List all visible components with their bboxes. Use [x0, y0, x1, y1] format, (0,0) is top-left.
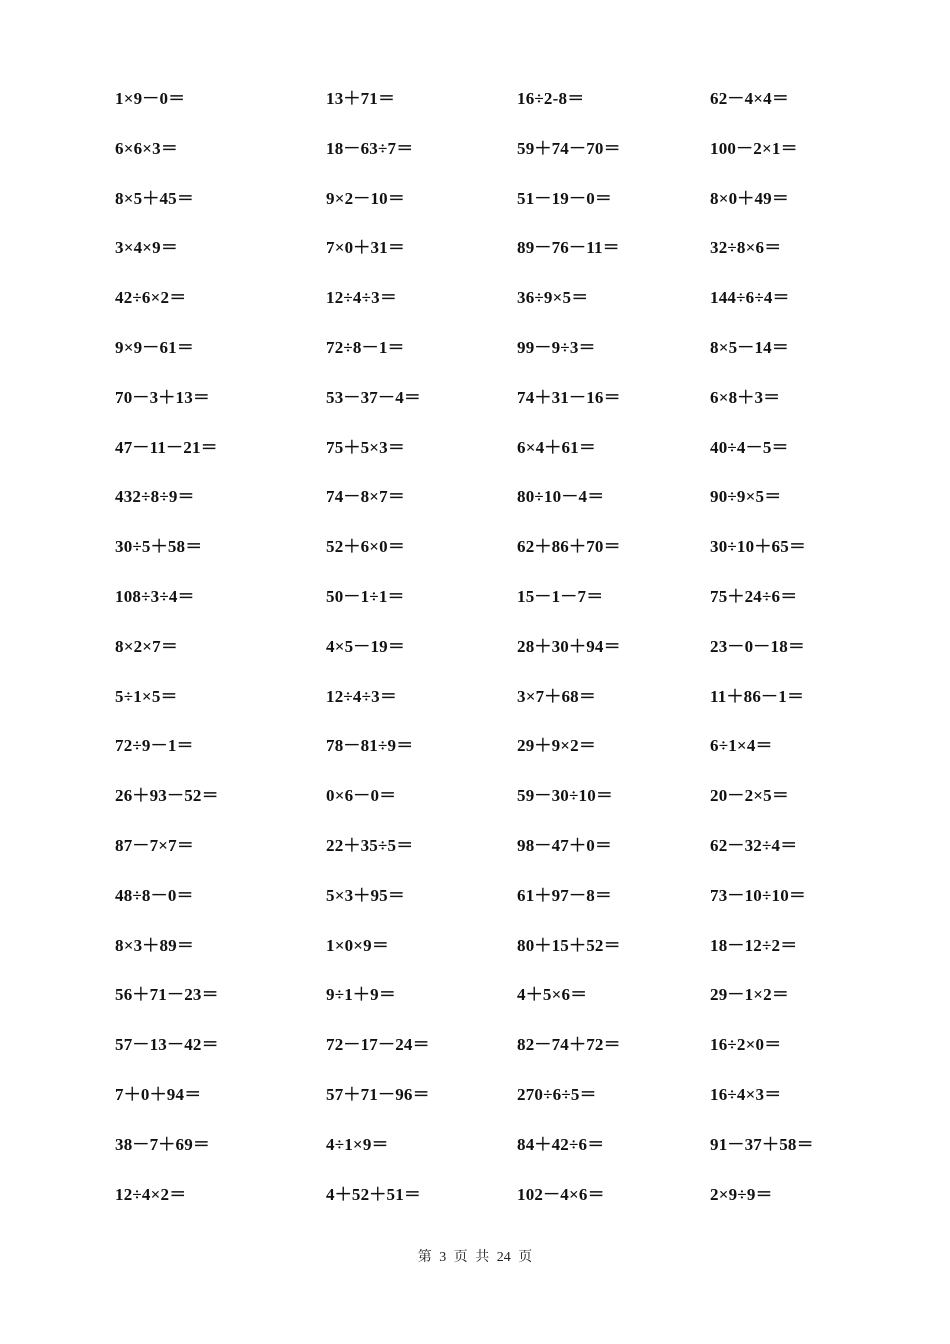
- arithmetic-problem: 48÷8－0＝: [115, 885, 194, 905]
- arithmetic-problem: 6×4＋61＝: [517, 437, 597, 457]
- arithmetic-problem: 47－11－21＝: [115, 437, 218, 457]
- problem-row: [0, 1180, 950, 1210]
- problem-row: [0, 781, 950, 811]
- arithmetic-problem: 30÷5＋58＝: [115, 537, 203, 557]
- arithmetic-problem: 75＋5×3＝: [326, 437, 406, 457]
- problem-row: [0, 184, 950, 214]
- problem-row: [0, 84, 950, 114]
- problem-row: [0, 931, 950, 961]
- problem-row: [0, 682, 950, 712]
- arithmetic-problem: 82－74＋72＝: [517, 1035, 621, 1055]
- arithmetic-problem: 2×9÷9＝: [710, 1184, 773, 1204]
- arithmetic-problem: 8×0＋49＝: [710, 188, 790, 208]
- arithmetic-problem: 16÷2-8＝: [517, 89, 585, 108]
- arithmetic-problem: 144÷6÷4＝: [710, 288, 790, 308]
- arithmetic-problem: 8×3＋89＝: [115, 935, 195, 955]
- arithmetic-problem: 13＋71＝: [326, 89, 396, 108]
- arithmetic-problem: 7×0＋31＝: [326, 238, 406, 258]
- arithmetic-problem: 29－1×2＝: [710, 985, 790, 1005]
- arithmetic-problem: 4×5－19＝: [326, 636, 406, 656]
- arithmetic-problem: 84＋42÷6＝: [517, 1134, 605, 1154]
- arithmetic-problem: 4＋52＋51＝: [326, 1184, 422, 1204]
- arithmetic-problem: 1×9－0＝: [115, 89, 186, 108]
- arithmetic-problem: 91－37＋58＝: [710, 1134, 814, 1154]
- problem-row: [0, 333, 950, 363]
- arithmetic-problem: 73－10÷10＝: [710, 885, 807, 905]
- arithmetic-problem: 1×0×9＝: [326, 935, 390, 955]
- arithmetic-problem: 75＋24÷6＝: [710, 587, 798, 606]
- arithmetic-problem: 57－13－42＝: [115, 1035, 219, 1055]
- arithmetic-problem: 26＋93－52＝: [115, 786, 219, 806]
- arithmetic-problem: 6×8＋3＝: [710, 387, 781, 407]
- arithmetic-problem: 7＋0＋94＝: [115, 1085, 202, 1104]
- arithmetic-problem: 99－9÷3＝: [517, 338, 596, 357]
- arithmetic-problem: 42÷6×2＝: [115, 288, 187, 308]
- arithmetic-problem: 70－3＋13＝: [115, 387, 211, 407]
- arithmetic-problem: 8×5－14＝: [710, 338, 790, 357]
- arithmetic-problem: 22＋35÷5＝: [326, 836, 414, 855]
- arithmetic-problem: 15－1－7＝: [517, 587, 604, 606]
- arithmetic-problem: 62＋86＋70＝: [517, 537, 621, 557]
- arithmetic-problem: 89－76－11＝: [517, 238, 620, 258]
- arithmetic-problem: 3×4×9＝: [115, 238, 179, 258]
- problem-row: [0, 482, 950, 512]
- arithmetic-problem: 53－37－4＝: [326, 387, 422, 407]
- arithmetic-problem: 56＋71－23＝: [115, 985, 219, 1005]
- problem-row: [0, 532, 950, 562]
- arithmetic-problem: 62－4×4＝: [710, 89, 790, 108]
- arithmetic-problem: 32÷8×6＝: [710, 238, 782, 258]
- arithmetic-problem: 74－8×7＝: [326, 487, 406, 507]
- arithmetic-problem: 4÷1×9＝: [326, 1134, 389, 1154]
- arithmetic-problem: 18－12÷2＝: [710, 935, 798, 955]
- arithmetic-problem: 11＋86－1＝: [710, 686, 805, 706]
- arithmetic-problem: 36÷9×5＝: [517, 288, 589, 308]
- arithmetic-problem: 9×2－10＝: [326, 188, 406, 208]
- arithmetic-problem: 108÷3÷4＝: [115, 587, 195, 606]
- arithmetic-problem: 9×9－61＝: [115, 338, 195, 357]
- arithmetic-problem: 51－19－0＝: [517, 188, 613, 208]
- arithmetic-problem: 74＋31－16＝: [517, 387, 621, 407]
- problem-row: [0, 1080, 950, 1110]
- arithmetic-problem: 78－81÷9＝: [326, 736, 414, 756]
- arithmetic-problem: 72－17－24＝: [326, 1035, 430, 1055]
- arithmetic-problem: 5÷1×5＝: [115, 686, 178, 706]
- arithmetic-problem: 52＋6×0＝: [326, 537, 406, 557]
- arithmetic-problem: 87－7×7＝: [115, 836, 195, 855]
- problem-row: [0, 731, 950, 761]
- arithmetic-problem: 38－7＋69＝: [115, 1134, 211, 1154]
- arithmetic-problem: 30÷10＋65＝: [710, 537, 807, 557]
- arithmetic-problem: 90÷9×5＝: [710, 487, 782, 507]
- arithmetic-problem: 80÷10－4＝: [517, 487, 605, 507]
- arithmetic-problem: 6×6×3＝: [115, 138, 179, 158]
- arithmetic-problem: 8×5＋45＝: [115, 188, 195, 208]
- arithmetic-problem: 16÷4×3＝: [710, 1085, 782, 1104]
- problem-row: [0, 134, 950, 164]
- problem-row: [0, 980, 950, 1010]
- arithmetic-problem: 102－4×6＝: [517, 1184, 605, 1204]
- arithmetic-problem: 6÷1×4＝: [710, 736, 773, 756]
- arithmetic-problem: 3×7＋68＝: [517, 686, 597, 706]
- problem-row: [0, 632, 950, 662]
- arithmetic-problem: 4＋5×6＝: [517, 985, 588, 1005]
- problem-row: [0, 831, 950, 861]
- problem-row: [0, 233, 950, 263]
- arithmetic-problem: 12÷4÷3＝: [326, 288, 398, 308]
- arithmetic-problem: 270÷6÷5＝: [517, 1085, 597, 1104]
- page-footer: 第 3 页 共 24 页: [417, 1250, 533, 1265]
- arithmetic-problem: 62－32÷4＝: [710, 836, 798, 855]
- arithmetic-problem: 40÷4－5＝: [710, 437, 789, 457]
- arithmetic-problem: 100－2×1＝: [710, 138, 798, 158]
- arithmetic-problem: 12÷4÷3＝: [326, 686, 398, 706]
- arithmetic-problem: 29＋9×2＝: [517, 736, 597, 756]
- arithmetic-problem: 5×3＋95＝: [326, 885, 406, 905]
- arithmetic-problem: 8×2×7＝: [115, 636, 179, 656]
- arithmetic-problem: 50－1÷1＝: [326, 587, 405, 606]
- problem-row: [0, 383, 950, 413]
- problem-row: [0, 283, 950, 313]
- arithmetic-problem: 98－47＋0＝: [517, 836, 613, 855]
- arithmetic-problem: 80＋15＋52＝: [517, 935, 621, 955]
- arithmetic-problem: 57＋71－96＝: [326, 1085, 430, 1104]
- problem-row: [0, 433, 950, 463]
- problem-row: [0, 582, 950, 612]
- arithmetic-problem: 12÷4×2＝: [115, 1184, 187, 1204]
- arithmetic-problem: 59－30÷10＝: [517, 786, 614, 806]
- arithmetic-problem: 72÷8－1＝: [326, 338, 405, 357]
- problem-row: [0, 1130, 950, 1160]
- arithmetic-problem: 28＋30＋94＝: [517, 636, 621, 656]
- arithmetic-problem: 432÷8÷9＝: [115, 487, 195, 507]
- arithmetic-problem: 18－63÷7＝: [326, 138, 414, 158]
- problem-row: [0, 881, 950, 911]
- arithmetic-problem: 0×6－0＝: [326, 786, 397, 806]
- problem-row: [0, 1030, 950, 1060]
- arithmetic-problem: 20－2×5＝: [710, 786, 790, 806]
- arithmetic-problem: 23－0－18＝: [710, 636, 806, 656]
- arithmetic-problem: 9÷1＋9＝: [326, 985, 397, 1005]
- arithmetic-problem: 61＋97－8＝: [517, 885, 613, 905]
- arithmetic-problem: 72÷9－1＝: [115, 736, 194, 756]
- arithmetic-problem: 16÷2×0＝: [710, 1035, 782, 1055]
- arithmetic-problem: 59＋74－70＝: [517, 138, 621, 158]
